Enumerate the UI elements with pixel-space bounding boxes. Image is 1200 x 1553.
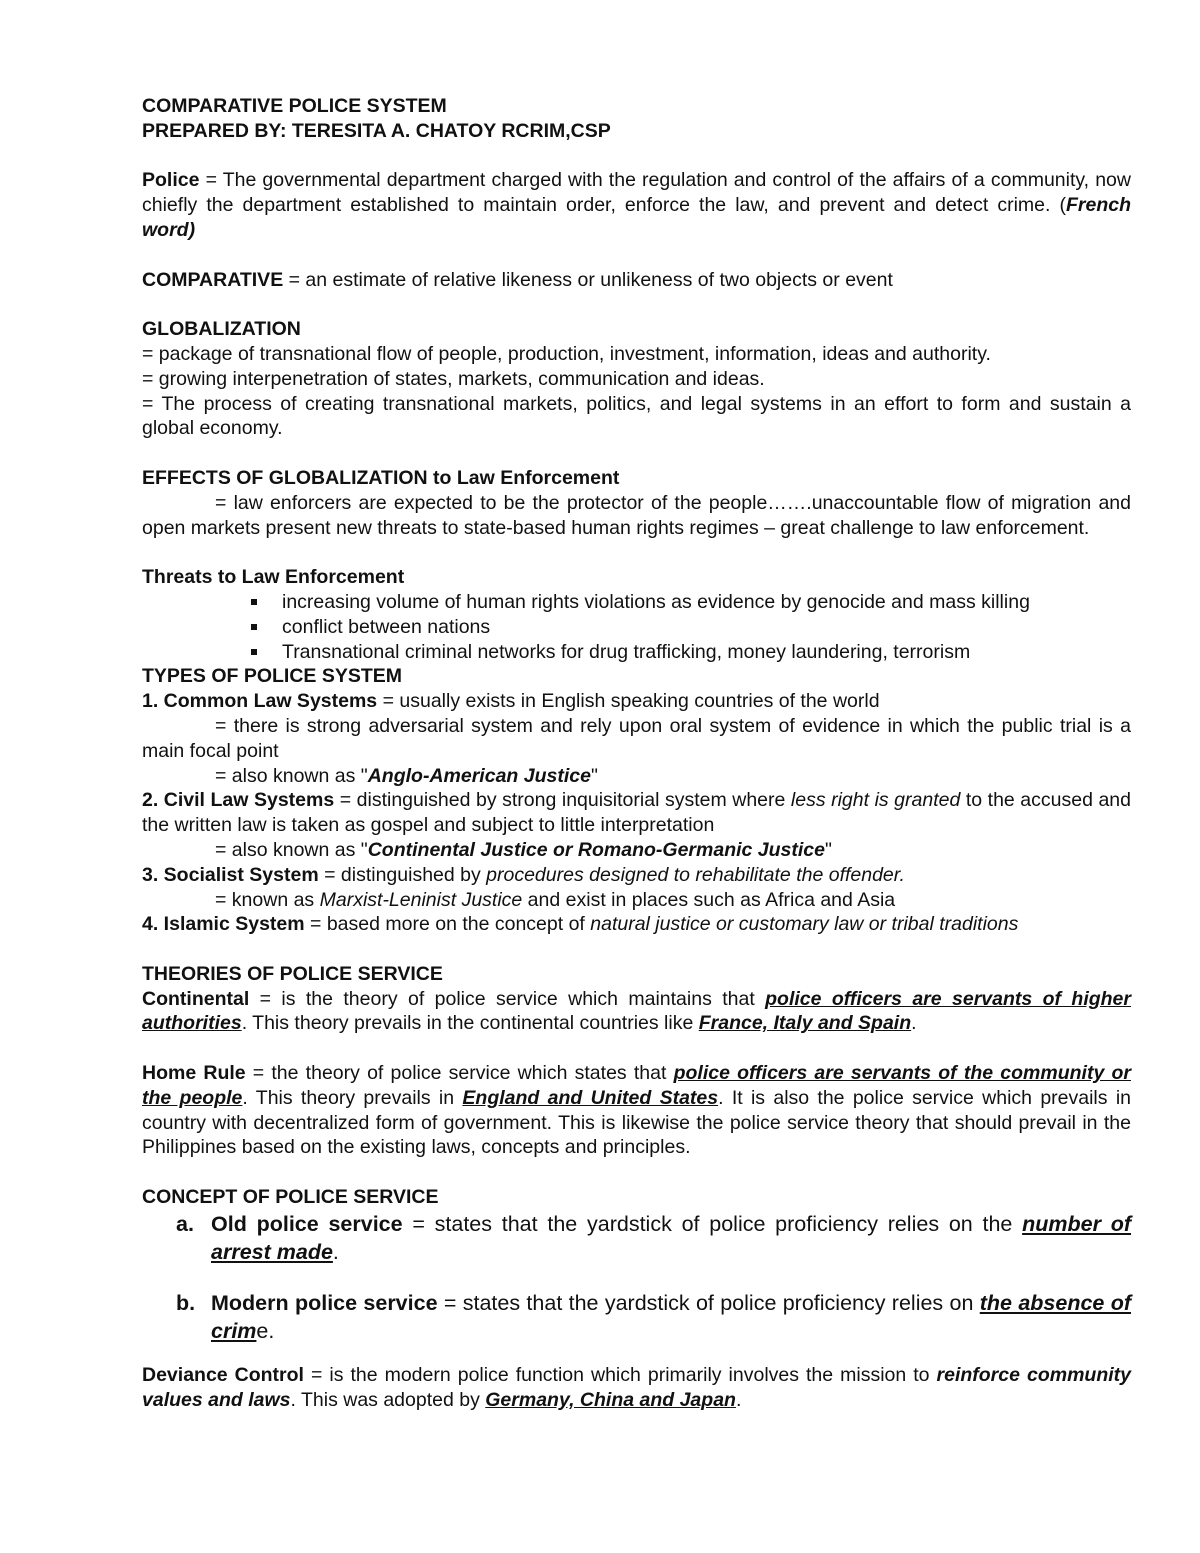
- list-item: increasing volume of human rights violations as evidence by genocide and mass killing: [142, 590, 1131, 615]
- globalization-def-3: = The process of creating transnational markets, politics, and legal systems in an effort to form and sustain a global economy.: [142, 392, 1131, 440]
- common-law-aka: = also known as "Anglo-American Justice": [215, 764, 598, 787]
- list-item: b. Modern police service = states that the yardstick of police proficiency relies on the absence of crime.: [176, 1290, 1131, 1343]
- globalization-heading: GLOBALIZATION: [142, 318, 301, 341]
- common-law-detail: = there is strong adversarial system and rely upon oral system of evidence in which the public trial is a main focal point: [142, 714, 1131, 762]
- theories-heading: THEORIES OF POLICE SERVICE: [142, 962, 443, 985]
- civil-law-system: 2. Civil Law Systems = distinguished by strong inquisitorial system where less right is granted to the accused and the written law is taken as gospel and subject to little interpretation: [142, 789, 1131, 837]
- common-law-system: 1. Common Law Systems = usually exists in English speaking countries of the world: [142, 690, 880, 713]
- document-title: COMPARATIVE POLICE SYSTEM: [142, 95, 447, 117]
- list-item: conflict between nations: [142, 615, 1131, 640]
- list-item: Transnational criminal networks for drug trafficking, money laundering, terrorism: [142, 640, 1131, 665]
- home-rule-theory: Home Rule = the theory of police service which states that police officers are servants of the community or the people. This theory prevails in England and United States. It is also the police service which prevails in country with decentralized form of government. This is likewise the police service theory that should prevail in the Philippines based on the existing laws, concepts and principles.: [142, 1062, 1131, 1159]
- effects-text: = law enforcers are expected to be the protector of the people…….unaccountable flow of migration and open markets present new threats to state-based human rights regimes – great challenge to law enforcement.: [142, 491, 1131, 539]
- list-item: a. Old police service = states that the yardstick of police proficiency relies on the number of arrest made.: [176, 1211, 1132, 1264]
- socialist-system: 3. Socialist System = distinguished by procedures designed to rehabilitate the offender.: [142, 863, 905, 886]
- threats-heading: Threats to Law Enforcement: [142, 566, 405, 589]
- threats-list: [142, 590, 1131, 664]
- globalization-def-2: = growing interpenetration of states, markets, communication and ideas.: [142, 367, 765, 390]
- islamic-system: 4. Islamic System = based more on the concept of natural justice or customary law or tribal traditions: [142, 913, 1019, 936]
- globalization-def-1: = package of transnational flow of people, production, investment, information, ideas and authority.: [142, 342, 991, 365]
- concept-heading: CONCEPT OF POLICE SERVICE: [142, 1186, 439, 1209]
- comparative-definition: COMPARATIVE = an estimate of relative likeness or unlikeness of two objects or event: [142, 268, 893, 291]
- socialist-known-as: = known as Marxist-Leninist Justice and exist in places such as Africa and Asia: [215, 888, 896, 911]
- effects-heading: EFFECTS OF GLOBALIZATION to Law Enforcement: [142, 466, 620, 489]
- deviance-control: Deviance Control = is the modern police function which primarily involves the mission to reinforce community values and laws. This was adopted by Germany, China and Japan.: [142, 1363, 1131, 1411]
- concept-list: [142, 1210, 1131, 1345]
- types-heading: TYPES OF POLICE SYSTEM: [142, 665, 403, 688]
- civil-law-aka: = also known as "Continental Justice or Romano-Germanic Justice": [215, 838, 832, 861]
- prepared-by: PREPARED BY: TERESITA A. CHATOY RCRIM,CSP: [142, 119, 611, 142]
- police-definition: Police = The governmental department charged with the regulation and control of the affairs of a community, now chiefly the department established to maintain order, enforce the law, and prevent and detect crime. (French word): [142, 169, 1131, 241]
- continental-theory: Continental = is the theory of police service which maintains that police officers are servants of higher authorities. This theory prevails in the continental countries like France, Italy and Spain.: [142, 987, 1131, 1035]
